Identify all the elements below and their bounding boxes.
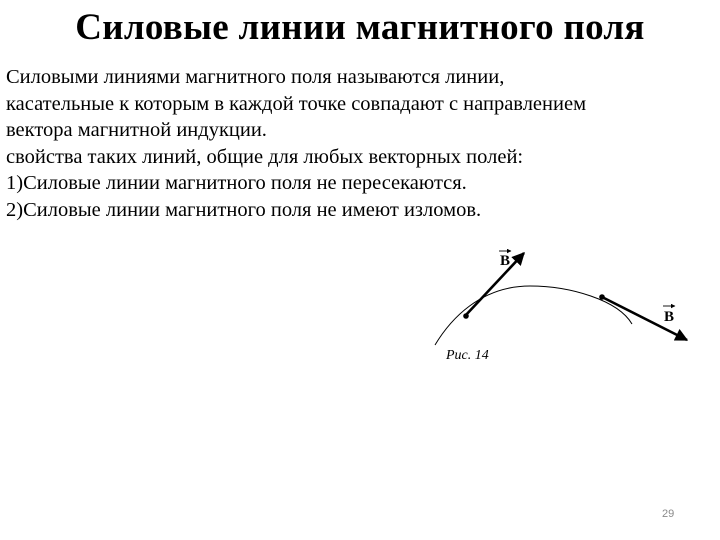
vector-label-right: B <box>664 309 675 325</box>
page-number: 29 <box>662 508 675 520</box>
text-line: вектора магнитной индукции. <box>6 119 267 142</box>
vector-label-top: B <box>500 253 511 269</box>
figure-caption: Рис. 14 <box>446 348 489 363</box>
slide-title: Силовые линии магнитного поля <box>75 7 645 48</box>
text-line: Силовыми линиями магнитного поля называются линии, <box>6 66 505 88</box>
tangent-point-right <box>599 294 605 300</box>
definition-text <box>6 64 716 224</box>
text-line: 2)Силовые линии магнитного поля не имеют изломов. <box>6 198 482 221</box>
tangent-vector-right <box>602 297 687 340</box>
text-line: касательные к которым в каждой точке совпадают с направлением <box>6 92 587 115</box>
text-line: 1)Силовые линии магнитного поля не пересекаются. <box>6 172 467 195</box>
tangent-point-left <box>463 313 469 319</box>
text-line: свойства таких линий, общие для любых векторных полей: <box>6 145 524 168</box>
tangent-vector-left <box>465 253 524 316</box>
field-line-figure <box>420 238 700 368</box>
